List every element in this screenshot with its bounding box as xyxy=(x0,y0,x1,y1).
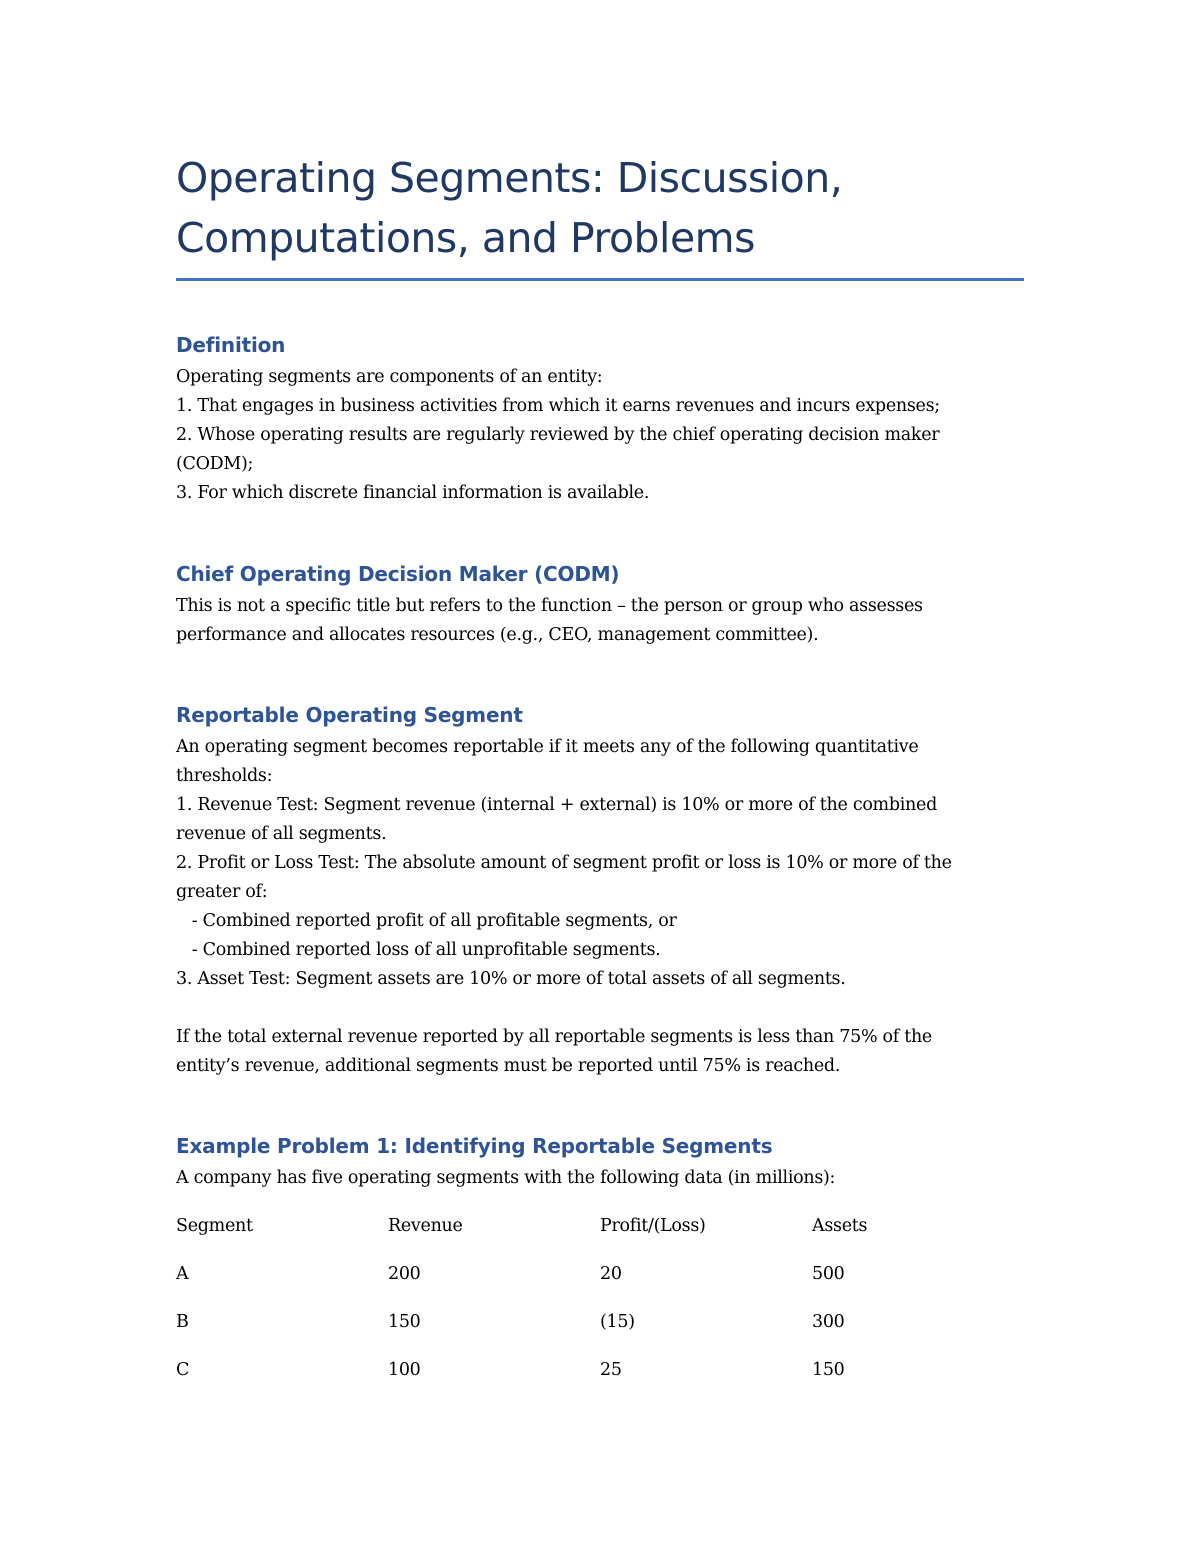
table-cell: 500 xyxy=(812,1264,845,1284)
section-heading: Definition xyxy=(176,333,286,357)
table-header-cell: Assets xyxy=(812,1216,868,1236)
table-cell: 100 xyxy=(388,1360,421,1380)
body-line: performance and allocates resources (e.g., CEO, management committee). xyxy=(176,625,819,645)
section-body xyxy=(176,592,1024,650)
table-cell: 150 xyxy=(388,1312,421,1332)
table-row xyxy=(176,1260,1024,1308)
body-line: 1. That engages in business activities from which it earns revenues and incurs expenses; xyxy=(176,396,940,416)
codm-section xyxy=(176,560,1024,650)
body-line: 3. For which discrete financial information is available. xyxy=(176,483,650,503)
body-line: greater of: xyxy=(176,882,268,902)
body-line: (CODM); xyxy=(176,454,254,474)
body-line: - Combined reported profit of all profitable segments, or xyxy=(176,911,677,931)
table-cell: A xyxy=(176,1264,189,1284)
section-body xyxy=(176,733,1024,994)
body-line: 2. Profit or Loss Test: The absolute amount of segment profit or loss is 10% or more of the xyxy=(176,853,952,873)
title-underline xyxy=(176,278,1024,281)
segment-table xyxy=(176,1212,1024,1404)
body-line: Operating segments are components of an entity: xyxy=(176,367,603,387)
body-line: revenue of all segments. xyxy=(176,824,387,844)
body-line: thresholds: xyxy=(176,766,273,786)
document-title xyxy=(176,148,1024,278)
body-line: An operating segment becomes reportable if it meets any of the following quantitative xyxy=(176,737,919,757)
body-line: 3. Asset Test: Segment assets are 10% or more of total assets of all segments. xyxy=(176,969,846,989)
section-heading: Reportable Operating Segment xyxy=(176,703,523,727)
table-row xyxy=(176,1308,1024,1356)
body-line: 1. Revenue Test: Segment revenue (internal + external) is 10% or more of the combined xyxy=(176,795,937,815)
body-line: - Combined reported loss of all unprofitable segments. xyxy=(176,940,661,960)
table-cell: C xyxy=(176,1360,190,1380)
body-line: If the total external revenue reported by all reportable segments is less than 75% of the xyxy=(176,1027,932,1047)
table-cell: B xyxy=(176,1312,189,1332)
table-header-row xyxy=(176,1212,1024,1260)
example1-section xyxy=(176,1132,1024,1404)
definition-section xyxy=(176,331,1024,508)
title-line: Operating Segments: Discussion, xyxy=(176,154,843,202)
section-body xyxy=(176,363,1024,508)
table-cell: 25 xyxy=(600,1360,622,1380)
table-header-cell: Revenue xyxy=(388,1216,463,1236)
table-cell: 300 xyxy=(812,1312,845,1332)
table-header-cell: Segment xyxy=(176,1216,253,1236)
example-intro: A company has five operating segments with the following data (in millions): xyxy=(176,1168,836,1188)
body-line: This is not a specific title but refers to the function – the person or group who assesses xyxy=(176,596,923,616)
threshold-note xyxy=(176,1023,1024,1081)
reportable-section xyxy=(176,701,1024,1081)
document-content xyxy=(176,148,1024,1404)
body-line: 2. Whose operating results are regularly reviewed by the chief operating decision maker xyxy=(176,425,940,445)
title-line: Computations, and Problems xyxy=(176,214,755,262)
table-cell: 20 xyxy=(600,1264,622,1284)
section-heading: Example Problem 1: Identifying Reportable Segments xyxy=(176,1134,773,1158)
table-header-cell: Profit/(Loss) xyxy=(600,1216,706,1236)
table-cell: (15) xyxy=(600,1312,635,1332)
section-heading: Chief Operating Decision Maker (CODM) xyxy=(176,562,620,586)
table-cell: 200 xyxy=(388,1264,421,1284)
table-row xyxy=(176,1356,1024,1404)
body-line: entity’s revenue, additional segments must be reported until 75% is reached. xyxy=(176,1056,841,1076)
table-cell: 150 xyxy=(812,1360,845,1380)
